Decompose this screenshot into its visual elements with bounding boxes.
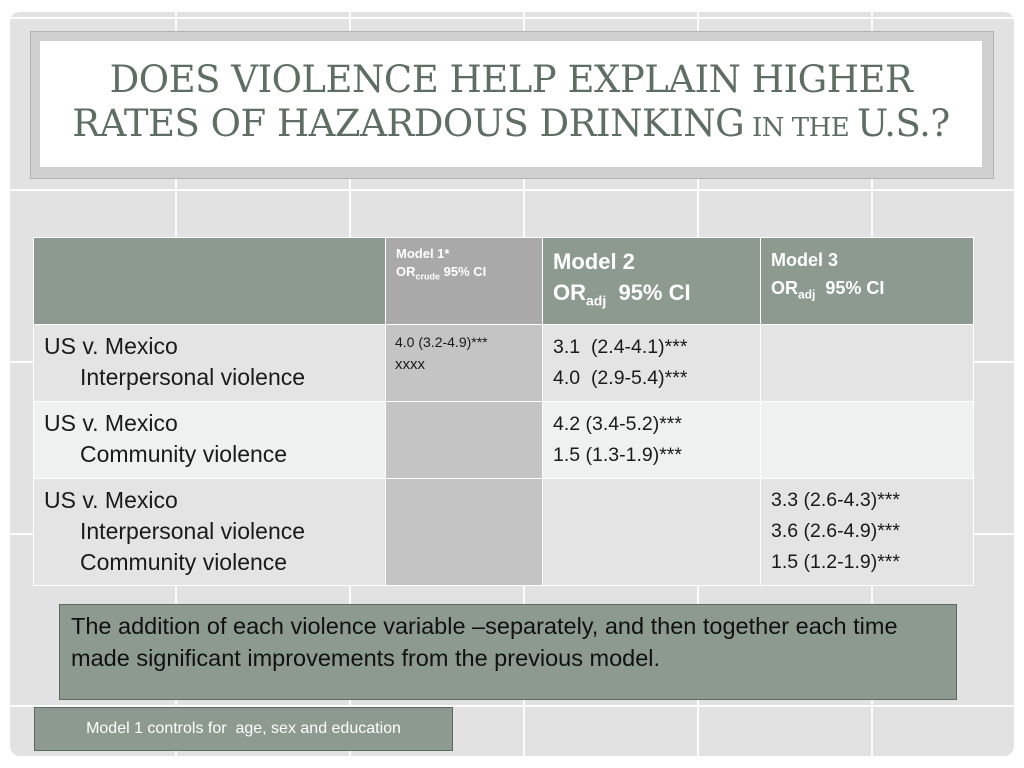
slide-title (72, 58, 949, 150)
title-line-2-small: IN THE (744, 113, 857, 143)
model-2-cell (543, 479, 761, 586)
model-1-cell (386, 402, 543, 479)
header-model-3 (761, 238, 974, 325)
row-label (34, 479, 386, 586)
row-label-sub: Interpersonal violence (80, 364, 306, 391)
conclusion-note (59, 604, 957, 700)
model-1-name: Model 1* (396, 246, 450, 261)
row-label-main: US v. Mexico (44, 487, 178, 514)
model-1-or: OR (396, 264, 416, 279)
model-2-or: OR (553, 280, 586, 305)
model-2-value: 4.2 (3.4-5.2)*** (553, 413, 682, 436)
model-1-cell (386, 479, 543, 586)
row-label (34, 402, 386, 479)
row-label-main: US v. Mexico (44, 410, 178, 437)
table-header-row (34, 238, 974, 325)
model-2-value: 4.0 (2.9-5.4)*** (553, 367, 688, 390)
table-row (34, 479, 974, 586)
model-3-or-sub: adj (798, 287, 816, 302)
model-3-ci: 95% CI (815, 278, 885, 298)
header-model-1 (386, 238, 543, 325)
model-3-name: Model 3 (771, 250, 839, 270)
model-2-value: 3.1 (2.4-4.1)*** (553, 336, 688, 359)
model-3-or: OR (771, 278, 798, 298)
model-1-ci: 95% CI (440, 264, 487, 279)
title-line-2: RATES OF HAZARDOUS DRINKING (72, 102, 745, 145)
model-3-value: 3.6 (2.6-4.9)*** (771, 520, 900, 543)
header-empty-cell (34, 238, 386, 325)
model-3-cell (761, 402, 974, 479)
footnote-box (34, 707, 453, 751)
model-1-cell (386, 325, 543, 402)
results-table (33, 237, 974, 586)
model-1-or-sub: crude (415, 271, 441, 282)
model-3-cell (761, 325, 974, 402)
row-label-main: US v. Mexico (44, 333, 178, 360)
title-box (40, 41, 982, 167)
model-2-name: Model 2 (553, 249, 635, 274)
title-line-1: DOES VIOLENCE HELP EXPLAIN HIGHER (109, 58, 913, 101)
model-2-or-sub: adj (586, 292, 607, 309)
table-row (34, 325, 974, 402)
row-label-sub: Community violence (80, 549, 288, 576)
model-3-value: 3.3 (2.6-4.3)*** (771, 489, 900, 512)
model-2-cell (543, 325, 761, 402)
row-label-sub: Interpersonal violence (80, 518, 306, 545)
row-label-sub: Community violence (80, 441, 288, 468)
model-2-value: 1.5 (1.3-1.9)*** (553, 444, 682, 467)
model-3-cell (761, 479, 974, 586)
table-row (34, 402, 974, 479)
model-1-value: 4.0 (3.2-4.9)*** (395, 334, 488, 351)
model-2-ci: 95% CI (606, 280, 691, 305)
row-label (34, 325, 386, 402)
model-3-value: 1.5 (1.2-1.9)*** (771, 551, 900, 574)
conclusion-note-text: The addition of each violence variable –separately, and then together each time made significant improvements from the previous model. (71, 613, 898, 671)
model-2-cell (543, 402, 761, 479)
model-1-value: xxxx (395, 356, 425, 374)
header-model-2 (543, 238, 761, 325)
footnote-text: Model 1 controls for age, sex and education (86, 720, 401, 737)
title-line-2-end: U.S.? (857, 102, 950, 145)
